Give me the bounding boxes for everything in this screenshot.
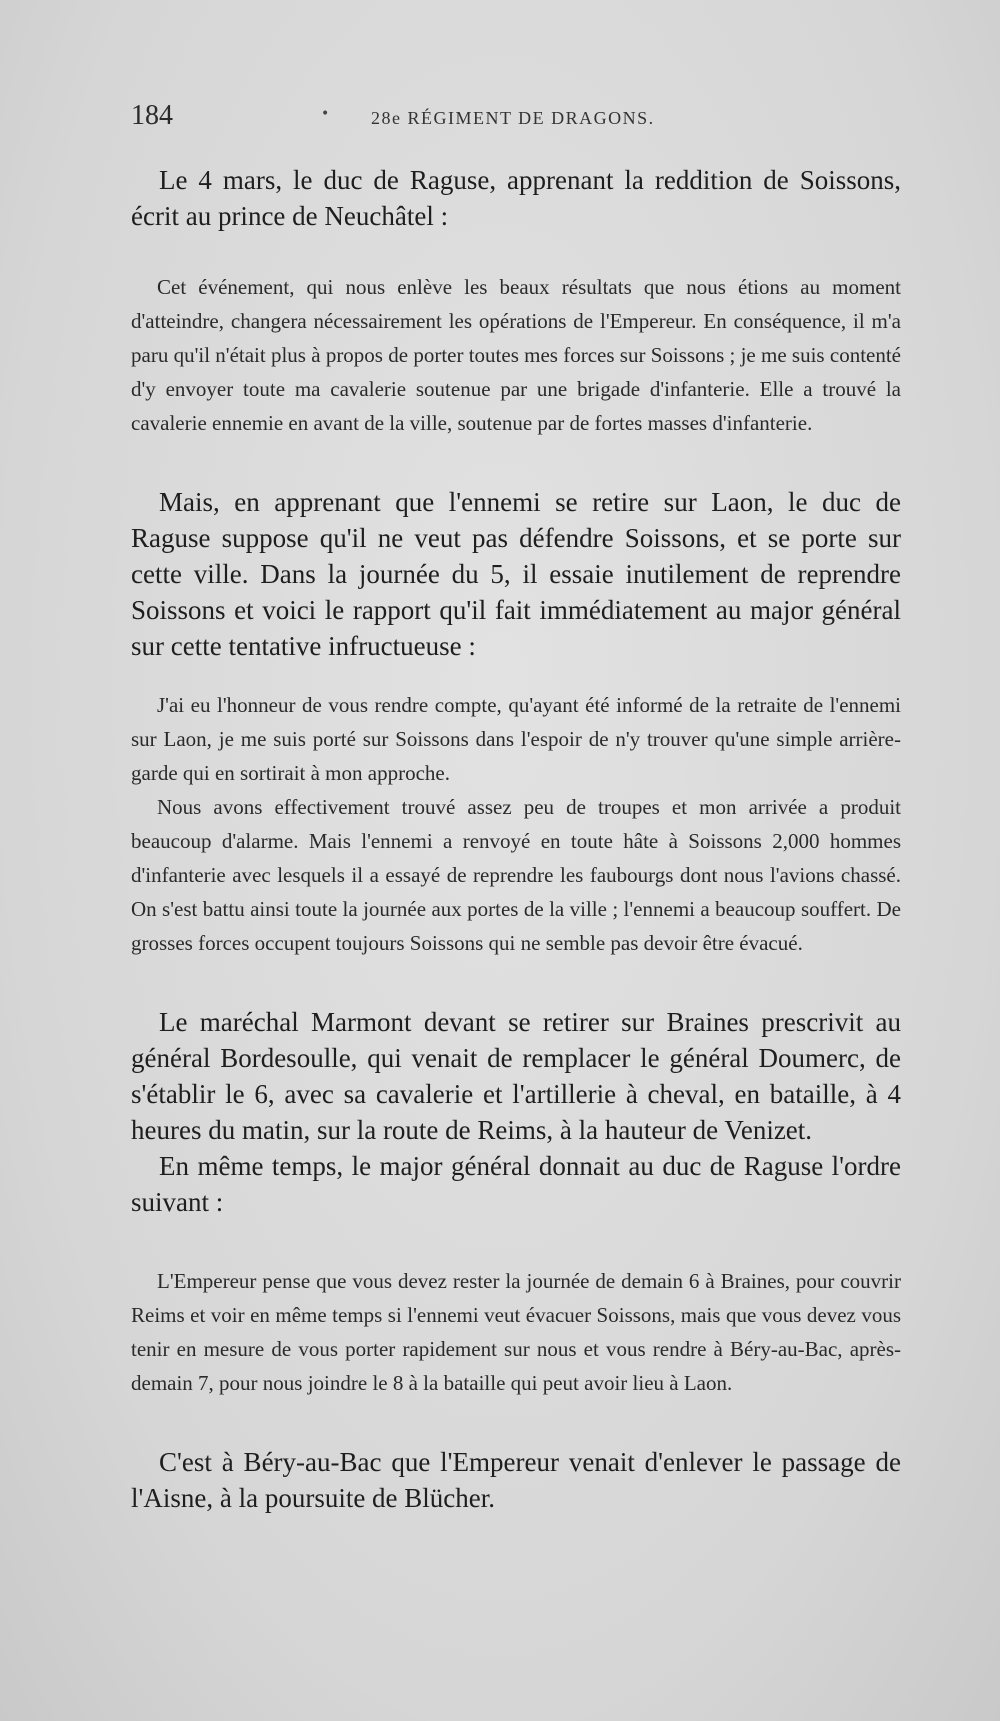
header-separator-dot: • — [321, 106, 330, 122]
paragraph-4: En même temps, le major général donnait au duc de Raguse l'ordre suivant : — [131, 1151, 901, 1217]
paragraph-1: Le 4 mars, le duc de Raguse, apprenant la reddition de Soissons, écrit au prince de Neuchâtel : — [131, 165, 901, 231]
paragraph-5: C'est à Béry-au-Bac que l'Empereur venait d'enlever le passage de l'Aisne, à la poursuite de Blücher. — [131, 1447, 901, 1513]
paragraph-3: Le maréchal Marmont devant se retirer sur Braines prescrivit au général Bordesoulle, qui venait de remplacer le général Doumerc, de s'établir le 6, avec sa cavalerie et l'artillerie à cheval, en bataille, à 4 heures du matin, sur la route de Reims, à la hauteur de Venizet. — [131, 1007, 901, 1145]
quote-3: L'Empereur pense que vous devez rester la journée de demain 6 à Braines, pour couvrir Reims et voir en même temps si l'ennemi veut évacuer Soissons, mais que vous devez vous tenir en mesure de vous porter rapidement sur nous et vous rendre à Béry-au-Bac, après-demain 7, pour nous joindre le 8 à la bataille qui peut avoir lieu à Laon. — [131, 1269, 901, 1395]
page-body — [131, 162, 901, 1516]
paragraph-2: Mais, en apprenant que l'ennemi se retire sur Laon, le duc de Raguse suppose qu'il ne veut pas défendre Soissons, et se porte sur cette ville. Dans la journée du 5, il essaie inutilement de reprendre Soissons et voici le rapport qu'il fait immédiatement au major général sur cette tentative infructueuse : — [131, 487, 901, 661]
quote-1: Cet événement, qui nous enlève les beaux résultats que nous étions au moment d'atteindre, changera nécessairement les opérations de l'Empereur. En conséquence, il m'a paru qu'il n'était plus à propos de porter toutes mes forces sur Soissons ; je me suis contenté d'y envoyer toute ma cavalerie soutenue par une brigade d'infanterie. Elle a trouvé la cavalerie ennemie en avant de la ville, soutenue par de fortes masses d'infanterie. — [131, 275, 901, 435]
quote-2b: Nous avons effectivement trouvé assez peu de troupes et mon arrivée a produit beaucoup d'alarme. Mais l'ennemi a renvoyé en toute hâte à Soissons 2,000 hommes d'infanterie avec lesquels il a essayé de reprendre les faubourgs dont nous l'avions chassé. On s'est battu ainsi toute la journée aux portes de la ville ; l'ennemi a beaucoup souffert. De grosses forces occupent toujours Soissons qui ne semble pas devoir être évacué. — [131, 795, 901, 955]
page-header — [131, 100, 866, 140]
quote-2a: J'ai eu l'honneur de vous rendre compte, qu'ayant été informé de la retraite de l'ennemi sur Laon, je me suis porté sur Soissons dans l'espoir de n'y trouver qu'une simple arrière-garde qui en sortirait à mon approche. — [131, 693, 901, 785]
page-number: 184 — [131, 100, 173, 131]
running-head: 28e RÉGIMENT DE DRAGONS. — [371, 108, 655, 128]
